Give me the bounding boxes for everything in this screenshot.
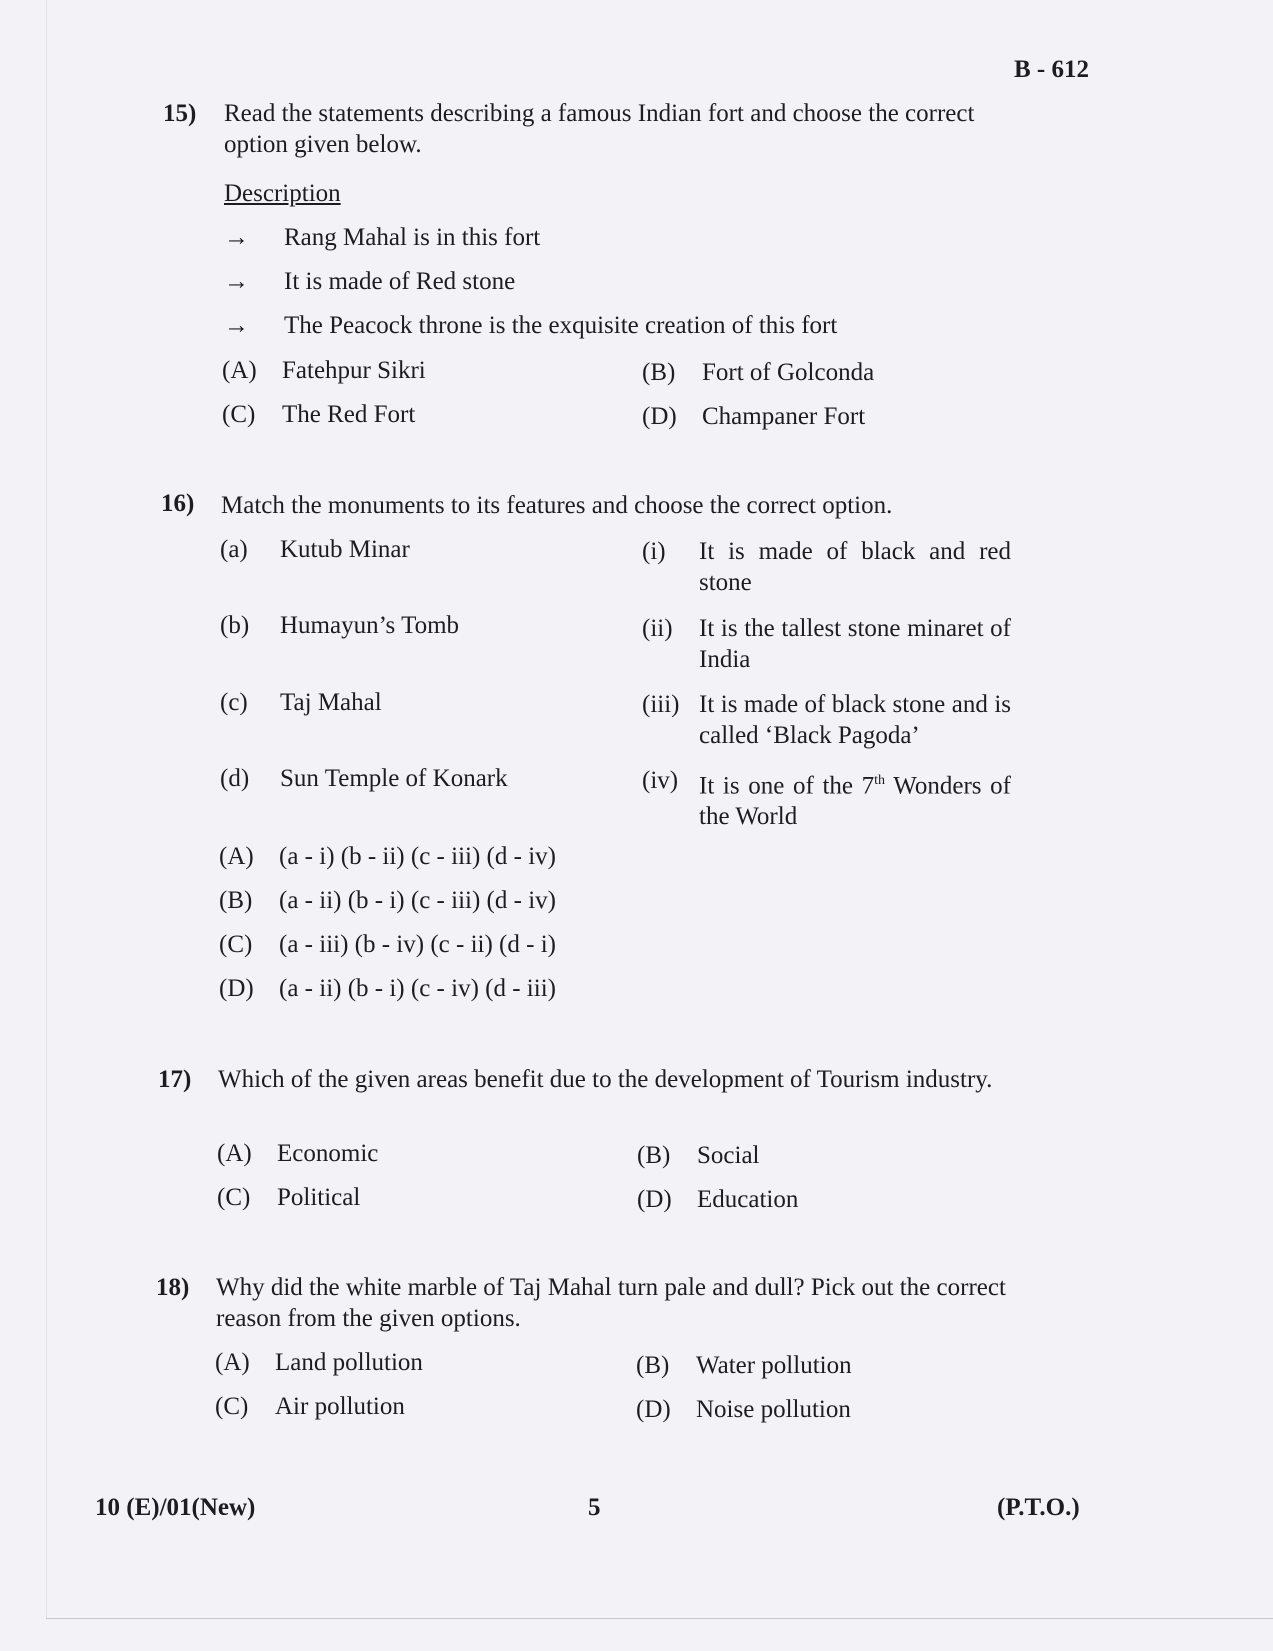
match-text: It is made of black stone and is called ‘Black Pagoda’ xyxy=(699,691,1011,749)
match-text xyxy=(699,765,1011,832)
match-text: Humayun’s Tomb xyxy=(280,612,460,639)
option-label: (C) xyxy=(217,1184,251,1211)
superscript: th xyxy=(874,773,886,788)
option-text: (a - ii) (b - i) (c - iii) (d - iv) xyxy=(279,887,556,914)
match-text: It is made of black and red stone xyxy=(699,538,1011,596)
option-label: (D) xyxy=(642,403,677,430)
option-label: (D) xyxy=(636,1396,671,1423)
question-number: 15) xyxy=(163,100,197,127)
arrow-icon: → xyxy=(224,224,249,251)
option-text: Economic xyxy=(277,1140,379,1167)
option-text: Champaner Fort xyxy=(702,403,866,430)
option-text: (a - iii) (b - iv) (c - ii) (d - i) xyxy=(279,931,556,958)
question-number: 17) xyxy=(158,1066,192,1093)
option-text: Water pollution xyxy=(696,1352,852,1379)
footer-paper-id: 10 (E)/01(New) xyxy=(95,1494,256,1521)
question-text: Match the monuments to its features and choose the correct option. xyxy=(221,492,893,519)
option-text: (a - ii) (b - i) (c - iv) (d - iii) xyxy=(279,975,556,1002)
option-label: (D) xyxy=(219,975,254,1002)
option-label: (A) xyxy=(215,1349,250,1376)
match-label: (iii) xyxy=(642,691,680,718)
option-label: (C) xyxy=(219,931,253,958)
option-label: (C) xyxy=(222,401,256,428)
option-label: (D) xyxy=(637,1186,672,1213)
option-label: (A) xyxy=(217,1140,252,1167)
question-text: Which of the given areas benefit due to the development of Tourism industry. xyxy=(218,1066,993,1093)
option-text: Fatehpur Sikri xyxy=(282,357,426,384)
option-label: (B) xyxy=(636,1352,670,1379)
page-number: 5 xyxy=(588,1494,601,1521)
match-text: Kutub Minar xyxy=(280,536,410,563)
match-text: Taj Mahal xyxy=(280,689,382,716)
match-label: (iv) xyxy=(642,767,679,794)
option-text: Noise pollution xyxy=(696,1396,851,1423)
option-label: (B) xyxy=(637,1142,671,1169)
match-text-end: Wonders of the World xyxy=(699,772,1011,831)
arrow-icon: → xyxy=(224,268,249,295)
option-text: Air pollution xyxy=(275,1393,405,1420)
question-text: Read the statements describing a famous Indian fort and choose the correct option given below. xyxy=(224,100,975,158)
page-bottom-edge xyxy=(46,1618,1273,1619)
match-label: (b) xyxy=(220,612,250,639)
page-left-edge xyxy=(46,0,47,1618)
match-text-start: It is one of the 7 xyxy=(699,772,875,800)
statement-text: It is made of Red stone xyxy=(284,268,516,295)
arrow-icon: → xyxy=(224,312,249,339)
match-label: (i) xyxy=(642,538,666,565)
option-text: Education xyxy=(697,1186,799,1213)
question-number: 16) xyxy=(161,490,195,517)
description-heading: Description xyxy=(224,180,341,207)
question-text: Why did the white marble of Taj Mahal turn pale and dull? Pick out the correct reason from the given options. xyxy=(216,1274,1006,1332)
match-label: (d) xyxy=(220,765,250,792)
match-text: Sun Temple of Konark xyxy=(280,765,508,792)
statement-text: The Peacock throne is the exquisite creation of this fort xyxy=(284,312,838,339)
option-label: (B) xyxy=(642,359,676,386)
option-text: (a - i) (b - ii) (c - iii) (d - iv) xyxy=(279,843,556,870)
question-number: 18) xyxy=(156,1274,190,1301)
option-label: (A) xyxy=(219,843,254,870)
option-label: (C) xyxy=(215,1393,249,1420)
match-label: (c) xyxy=(220,689,248,716)
footer-pto: (P.T.O.) xyxy=(997,1494,1080,1521)
option-text: Fort of Golconda xyxy=(702,359,875,386)
option-text: Social xyxy=(697,1142,760,1169)
option-label: (B) xyxy=(219,887,253,914)
match-text: It is the tallest stone minaret of India xyxy=(699,615,1011,673)
option-text: Land pollution xyxy=(275,1349,423,1376)
option-text: The Red Fort xyxy=(282,401,416,428)
option-text: Political xyxy=(277,1184,361,1211)
option-label: (A) xyxy=(222,357,257,384)
match-label: (a) xyxy=(220,536,248,563)
statement-text: Rang Mahal is in this fort xyxy=(284,224,541,251)
match-label: (ii) xyxy=(642,615,673,642)
paper-code: B - 612 xyxy=(1014,56,1089,83)
